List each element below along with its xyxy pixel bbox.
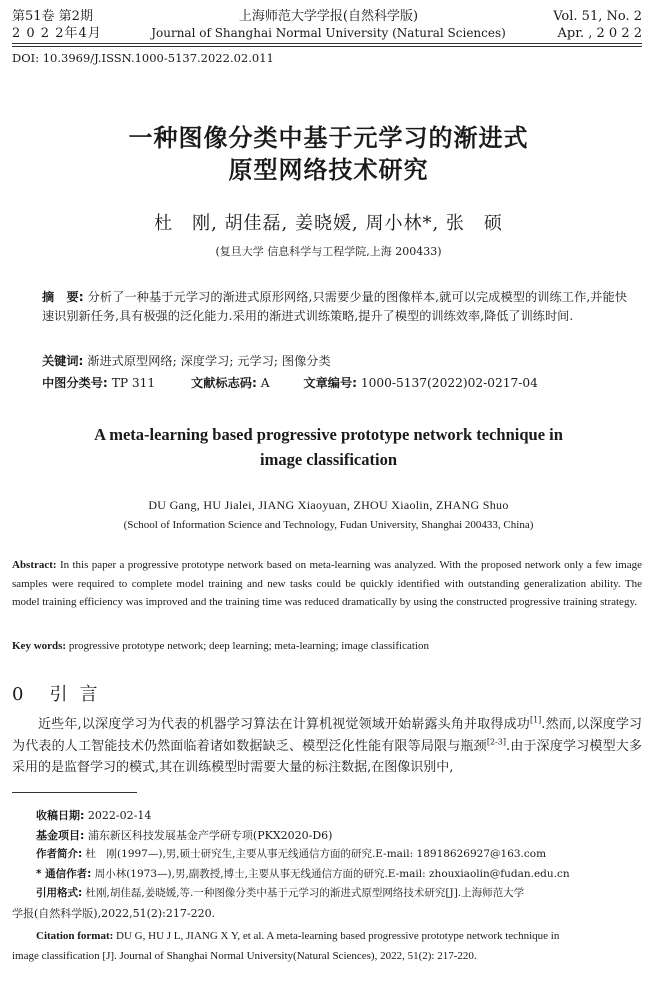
- journal-volume-en: [553, 8, 642, 42]
- header-rule-top: [12, 43, 642, 44]
- journal-name-en: Journal of Shanghai Normal University (Natural Sciences): [151, 26, 506, 40]
- intro-paragraph: [12, 714, 642, 779]
- section-number: 0: [12, 684, 36, 705]
- corresponding-text: 周小林(1973—),男,副教授,博士,主要从事无线通信方面的研究.E-mail: zhouxiaolin@fudan.edu.cn: [94, 867, 570, 880]
- abstract-en-label: Abstract:: [12, 559, 57, 571]
- footnote-cite-en: [12, 927, 642, 947]
- fund-label: 基金项目:: [36, 828, 85, 842]
- bio-text: 杜 刚(1997—),男,硕士研究生,主要从事无线通信方面的研究.E-mail: 18918626927@163.com: [85, 848, 547, 860]
- issue-date-text: 2 0 2 2年4月: [12, 26, 102, 41]
- footnote-cite-cn: [12, 884, 642, 904]
- abstract-en: [12, 556, 642, 612]
- affiliation-cn: (复旦大学 信息科学与工程学院,上海 200433): [215, 245, 442, 258]
- cite-en-text: DU G, HU J L, JIANG X Y, et al. A meta-learning based progressive prototype network technique in: [116, 930, 560, 942]
- title-cn-line1: 一种图像分类中基于元学习的渐进式: [128, 124, 529, 152]
- keywords-en: [12, 637, 642, 656]
- clc-label: 中图分类号:: [42, 376, 108, 390]
- volume-issue-text: 第51卷 第2期: [12, 9, 93, 24]
- footnote-cite-en-cont: image classification [J]. Journal of Shanghai Normal University(Natural Sciences), 2022, 51(2): 217-220.: [12, 949, 477, 962]
- journal-volume-issue: [12, 8, 102, 42]
- abstract-cn: [42, 288, 627, 326]
- footnote-rule: [12, 792, 137, 793]
- intro-text-a: 近些年,以深度学习为代表的机器学习算法在计算机视觉领域开始崭露头角并取得成功: [38, 717, 530, 732]
- footnote-received: [12, 806, 642, 826]
- doi: DOI: 10.3969/J.ISSN.1000-5137.2022.02.011: [12, 51, 274, 65]
- footnote-bio: [12, 845, 642, 865]
- corresponding-label: * 通信作者:: [36, 867, 92, 880]
- title-cn-line2: 原型网络技术研究: [228, 156, 429, 184]
- title-en: [30, 422, 627, 472]
- article-no-value: 1000-5137(2022)02-0217-04: [360, 376, 538, 390]
- section-heading: [12, 680, 109, 706]
- keywords-cn-text: 渐进式原型网络; 深度学习; 元学习; 图像分类: [87, 354, 331, 368]
- footnote-fund: [12, 826, 642, 846]
- footnotes: [12, 806, 642, 966]
- title-en-line1: A meta-learning based progressive prototype network technique in: [94, 425, 563, 444]
- abstract-cn-label: 摘 要:: [42, 290, 84, 304]
- date-en-text: Apr. , 2 0 2 2: [557, 26, 642, 41]
- keywords-en-label: Key words:: [12, 640, 67, 652]
- article-no-label: 文章编号:: [303, 376, 358, 390]
- received-date: 2022-02-14: [87, 809, 152, 822]
- abstract-en-text: In this paper a progressive prototype network based on meta-learning was analyzed. With the proposed network only a few image samples were required to complete model training and new tasks could be quickly identified with outstanding generalization ability. The model training efficiency was improved and the training time was reduced dramatically by using the constructed progressive training strategy.: [12, 559, 642, 608]
- title-en-line2: image classification: [259, 450, 398, 469]
- footnote-cite-cn-cont: 学报(自然科学版),2022,51(2):217-220.: [12, 906, 216, 920]
- header-rule-bottom: [12, 46, 642, 47]
- authors-en: DU Gang, HU Jialei, JIANG Xiaoyuan, ZHOU Xiaolin, ZHANG Shuo: [148, 498, 509, 512]
- footnote-corresponding: [12, 865, 642, 885]
- abstract-cn-text: 分析了一种基于元学习的渐进式原形网络,只需要少量的图像样本,就可以完成模型的训练工作,并能快速识别新任务,具有极强的泛化能力.采用的渐进式训练策略,提升了模型的训练效率,降低了训练时间.: [42, 290, 628, 323]
- doc-code-label: 文献标志码:: [191, 376, 257, 390]
- journal-name-cn: 上海师范大学学报(自然科学版): [238, 9, 419, 24]
- classification-line: [42, 374, 627, 393]
- fund-text: 浦东新区科技发展基金产学研专项(PKX2020-D6): [87, 828, 333, 842]
- keywords-cn: [42, 352, 627, 371]
- cite-cn-label: 引用格式:: [36, 887, 83, 899]
- authors-cn: 杜 刚, 胡佳磊, 姜晓媛, 周小林*, 张 硕: [154, 213, 503, 234]
- intro-text-c: .由于深度学习模型大多采用的是监督学习的模式,其在训练模型时需要大量的标注数据,在图像识别中,: [12, 738, 642, 775]
- keywords-en-text: progressive prototype network; deep learning; meta-learning; image classification: [68, 640, 429, 652]
- cite-cn-text: 杜刚,胡佳磊,姜晓媛,等.一种图像分类中基于元学习的渐进式原型网络技术研究[J].上海师范大学: [85, 887, 525, 899]
- doc-code-value: A: [260, 376, 270, 390]
- section-title: 引言: [49, 684, 110, 705]
- received-label: 收稿日期:: [36, 809, 85, 822]
- cite-en-label: Citation format:: [36, 930, 114, 942]
- affiliation-en: (School of Information Science and Technology, Fudan University, Shanghai 200433, China): [123, 519, 534, 531]
- intro-text-b: .然而,以深度学习为代表的人工智能技术仍然面临着诸如数据缺乏、模型泛化性能有限等局限与瓶颈: [12, 717, 642, 754]
- citation-ref-2-3[interactable]: [2-3]: [486, 737, 506, 747]
- journal-name: [150, 8, 507, 42]
- bio-label: 作者简介:: [36, 848, 83, 860]
- volume-en-text: Vol. 51, No. 2: [553, 9, 642, 24]
- keywords-cn-label: 关键词:: [42, 354, 84, 368]
- citation-ref-1[interactable]: [1]: [529, 715, 542, 725]
- clc-value: TP 311: [111, 376, 156, 390]
